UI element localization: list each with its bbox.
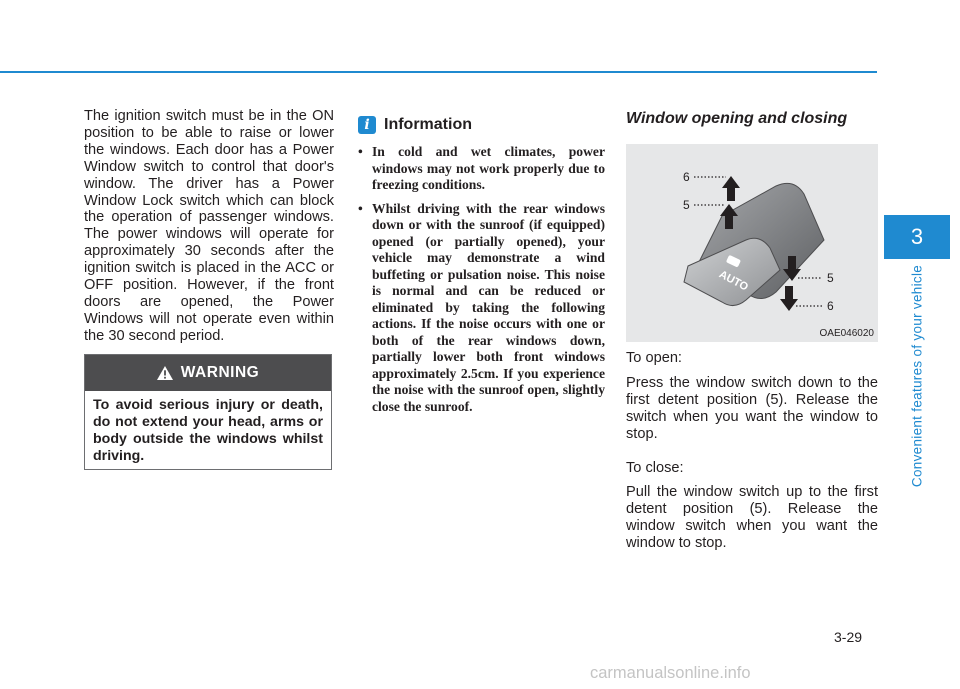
info-icon: i <box>358 116 376 134</box>
top-rule <box>0 71 877 73</box>
list-item: • In cold and wet climates, power windows may not work properly due to freezing conditions. <box>358 144 605 194</box>
information-list <box>358 144 605 415</box>
window-switch-illustration <box>626 144 878 342</box>
section-title: Window opening and closing <box>626 110 848 127</box>
callout-label: 6 <box>827 299 834 313</box>
column-right <box>626 108 878 552</box>
chapter-title: Convenient features of your vehicle <box>909 264 925 488</box>
callout-label: 5 <box>827 271 834 285</box>
warning-triangle-icon <box>157 366 173 380</box>
column-left <box>84 108 334 345</box>
warning-label: WARNING <box>180 364 260 381</box>
warning-text: To avoid serious injury or death, do not extend your head, arms or body outside the windows whilst driving. <box>93 397 323 464</box>
chapter-tab: 3 <box>884 215 950 259</box>
callout-label: 5 <box>683 198 690 212</box>
open-instructions: Press the window switch down to the first detent position (5). Release the switch when you want the window to stop. <box>626 374 878 442</box>
auto-label: AUTO <box>717 268 750 294</box>
ignition-paragraph: The ignition switch must be in the ON position to be able to raise or lower the windows. Each door has a Power Window switch to control that door's window. The driver has a Power Window Lock switch which can block the operation of passenger windows. The power windows will operate for approximately 30 seconds after the ignition switch is placed in the ACC or OFF position. However, if the front doors are opened, the Power Windows will not operate even within the 30 second period. <box>84 108 334 344</box>
open-label: To open: <box>626 350 682 366</box>
window-switch-figure <box>626 144 878 342</box>
warning-header <box>85 355 331 391</box>
callout-label: 6 <box>683 170 690 184</box>
close-instructions: Pull the window switch up to the first detent position (5). Release the window switch when you want the window to stop. <box>626 484 878 552</box>
column-middle <box>358 108 605 422</box>
watermark: carmanualsonline.info <box>590 664 751 682</box>
figure-code: OAE046020 <box>819 328 874 339</box>
information-title: Information <box>384 116 472 133</box>
close-label: To close: <box>626 459 684 476</box>
page-number: 3-29 <box>834 629 863 645</box>
list-item: • Whilst driving with the rear windows down or with the sunroof (if equipped) opened (or partially opened), your vehicle may demonstrate a wind buffeting or pulsation noise. This noise is normal and can be reduced or eliminated by taking the following actions. If the noise occurs with one or both of the rear windows down, partially lower both front windows approximately 2.5cm. If you experience the noise with the sunroof open, slightly close the sunroof. <box>358 201 605 416</box>
warning-box <box>84 354 332 470</box>
information-heading <box>358 116 605 134</box>
